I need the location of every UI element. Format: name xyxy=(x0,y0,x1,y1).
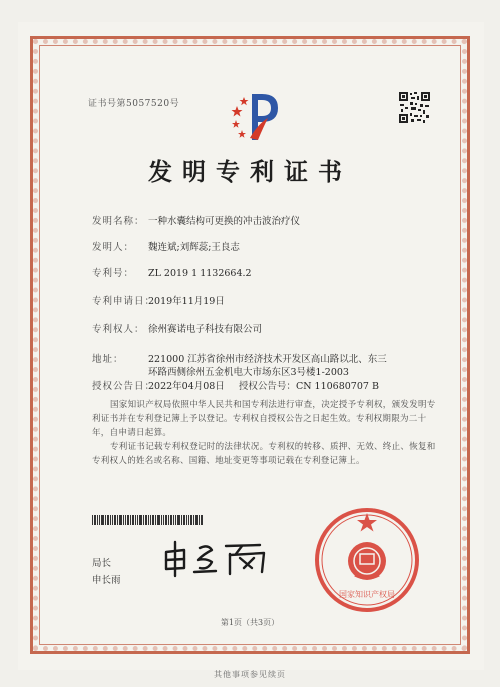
filing-date-value: 2019年11月19日 xyxy=(148,296,225,307)
footer-note: 其他事项参见续页 xyxy=(214,670,286,679)
grant-number-value: CN 110680707 B xyxy=(295,381,379,392)
patent-number-label: 专利号： xyxy=(92,268,135,279)
certificate-title: 发明专利证书 xyxy=(148,157,352,186)
seal-text: 国家知识产权局 xyxy=(339,590,395,599)
certificate-paragraph-2: 专利证书记载专利权登记时的法律状况。专利权的转移、质押、无效、终止、恢复和专利权人的姓名或名称、国籍、地址变更等事项记载在专利登记簿上。 xyxy=(92,442,436,466)
qr-code-icon xyxy=(398,91,431,124)
address-label: 地址： xyxy=(92,354,124,365)
patent-number-value: ZL 2019 1 1132664.2 xyxy=(148,268,252,279)
barcode-icon xyxy=(92,515,204,525)
grant-number-label: 授权公告号： xyxy=(238,381,296,392)
patentee-label: 专利权人： xyxy=(92,324,145,335)
certificate-number: 证书号第5057520号 xyxy=(88,99,180,109)
patentee-value: 徐州赛诺电子科技有限公司 xyxy=(148,324,263,335)
cnipa-logo-icon xyxy=(228,88,288,144)
address-line-2: 环路西侧徐州五金机电大市场东区3号楼1-2003 xyxy=(148,367,349,378)
grant-date-label: 授权公告日： xyxy=(92,381,156,392)
patentee-row xyxy=(92,321,262,335)
inventors-value: 魏连斌;刘辉蕊;王良志 xyxy=(148,242,240,253)
director-signature-icon xyxy=(160,538,272,578)
invention-name-value: 一种水囊结构可更换的冲击波治疗仪 xyxy=(148,216,301,227)
inventors-label: 发明人： xyxy=(92,242,135,253)
address-line-1: 221000 江苏省徐州市经济技术开发区高山路以北、东三 xyxy=(148,354,387,365)
filing-date-label: 专利申请日： xyxy=(92,296,156,307)
address-row xyxy=(92,351,148,365)
grant-row xyxy=(92,378,379,392)
official-seal-icon xyxy=(312,505,422,615)
page-number: 第1页（共3页） xyxy=(220,618,280,627)
director-title: 局长 xyxy=(92,558,112,569)
invention-name-row xyxy=(92,213,300,227)
patent-number-row xyxy=(92,265,252,279)
grant-date-value: 2022年04月08日 xyxy=(148,381,225,392)
invention-name-label: 发明名称： xyxy=(92,216,145,227)
certificate-paragraph-1: 国家知识产权局依照中华人民共和国专利法进行审查，决定授予专利权，颁发发明专利证书并在专利登记簿上予以登记。专利权自授权公告之日起生效。专利权期限为二十年，自申请日起算。 xyxy=(92,400,436,438)
inventors-row xyxy=(92,239,240,253)
director-name: 申长雨 xyxy=(92,575,121,586)
filing-date-row xyxy=(92,293,225,307)
